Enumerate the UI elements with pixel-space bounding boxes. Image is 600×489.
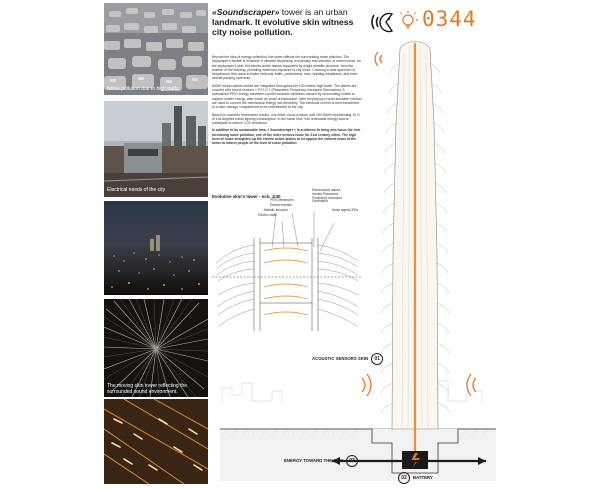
label-electric-transfer: Electric transfer bbox=[270, 203, 293, 207]
body-paragraph-4: In addition to its sustainable idea, « Soundscraper » is a witness to bring into focus the ever increasing noise pollution, one of the more serious issue for 21st century cities. The high level of noise straighten up the electro active lashes to let appear the colored mass of the tower to inform people of the level of noise pollution. bbox=[212, 128, 361, 146]
tower-elevation-drawing bbox=[212, 3, 496, 484]
label-electric-cable: Electric cable bbox=[258, 213, 277, 217]
callout-energy-city: ENERGY TOWARD THE CITY 03 bbox=[284, 455, 358, 467]
content-area bbox=[212, 3, 496, 484]
logo-text: 0344 bbox=[422, 7, 477, 31]
train-photo bbox=[104, 101, 208, 197]
headline-line1: tower is an urban bbox=[279, 7, 348, 17]
lashes-photo bbox=[104, 299, 208, 397]
section-title: Evolutive skin's tower - ech. 1/40 bbox=[212, 194, 281, 199]
warm-lashes-photo bbox=[104, 399, 208, 484]
headline-line3: city noise pollution. bbox=[212, 27, 293, 37]
sound-wave-icon bbox=[467, 374, 476, 396]
callout-acoustic-sensors: ACOUSTIC SENSORS SKIN 01 bbox=[312, 353, 383, 365]
sound-wave-icon bbox=[375, 52, 382, 66]
body-paragraph-2: 84000 electro-active lashes are integrated throughout the 100 meters high tower. The lashes are covered with sound sensors « P.F.I.G » (Parametric Frequency Increased Generators). A specialized PFIG energy harvester convert acoustic vibrations caused by surrounding noises to capture kinetic energy, after which an array of transducer 'cells' employing a novel actuation method are used to convert the mechanical energy into electricity. The electrical current is then transferred to a main storage compartment to be redistributed to the city. bbox=[212, 83, 362, 110]
label-noise-leds: Noise signal LEDs bbox=[332, 208, 359, 212]
photo-caption: The moving skin tower reflecting the surrounded sound environment. bbox=[107, 383, 188, 395]
traffic-photo bbox=[104, 3, 208, 95]
photo-caption: Noise pollution due to high traffic bbox=[107, 86, 180, 92]
body-paragraph-1: Beyond the idea of energy collection, the tower reflects the surrounding noise pollution. The skyscraper's facade is evolutive: it vibrates depending on intensity and direction of urban noises. As the skyscraper's skin, the electro-active lashes supported by a light metallic structure, form the exterior of the building, providing maximum exposure to city noise. Covering a wide spectrum of frequencies, this noise includes vehicular traffic, pedestrians, train, building inhabitants, and even aircraft passing overhead. bbox=[212, 55, 361, 81]
photo-caption: Electrical needs of the city bbox=[107, 187, 166, 193]
label-pfig-membrane: PFIG Membrane bbox=[270, 198, 294, 202]
label-metallic-structure: Metallic structure bbox=[264, 208, 289, 212]
photo-column bbox=[104, 3, 208, 484]
body-paragraph-3: Based on scientific researches results, one tower could produce until 150 MW/h representing 10 % of Los Angeles urban lighting consumption. In the same time, this renewable energy source participate to reduce CO2 emissions. bbox=[212, 112, 360, 126]
callout-battery: 02 BATTERY bbox=[398, 472, 433, 484]
night-city-photo bbox=[104, 201, 208, 295]
sound-wave-icon bbox=[362, 374, 371, 396]
label-electroactive-lashes: Electroactive lashes include Parametric Frequency Increased Generators bbox=[312, 188, 342, 204]
headline-title: «Soundscraper» bbox=[212, 7, 280, 17]
headline-line2: landmark. It evolutive skin witness bbox=[212, 17, 354, 27]
